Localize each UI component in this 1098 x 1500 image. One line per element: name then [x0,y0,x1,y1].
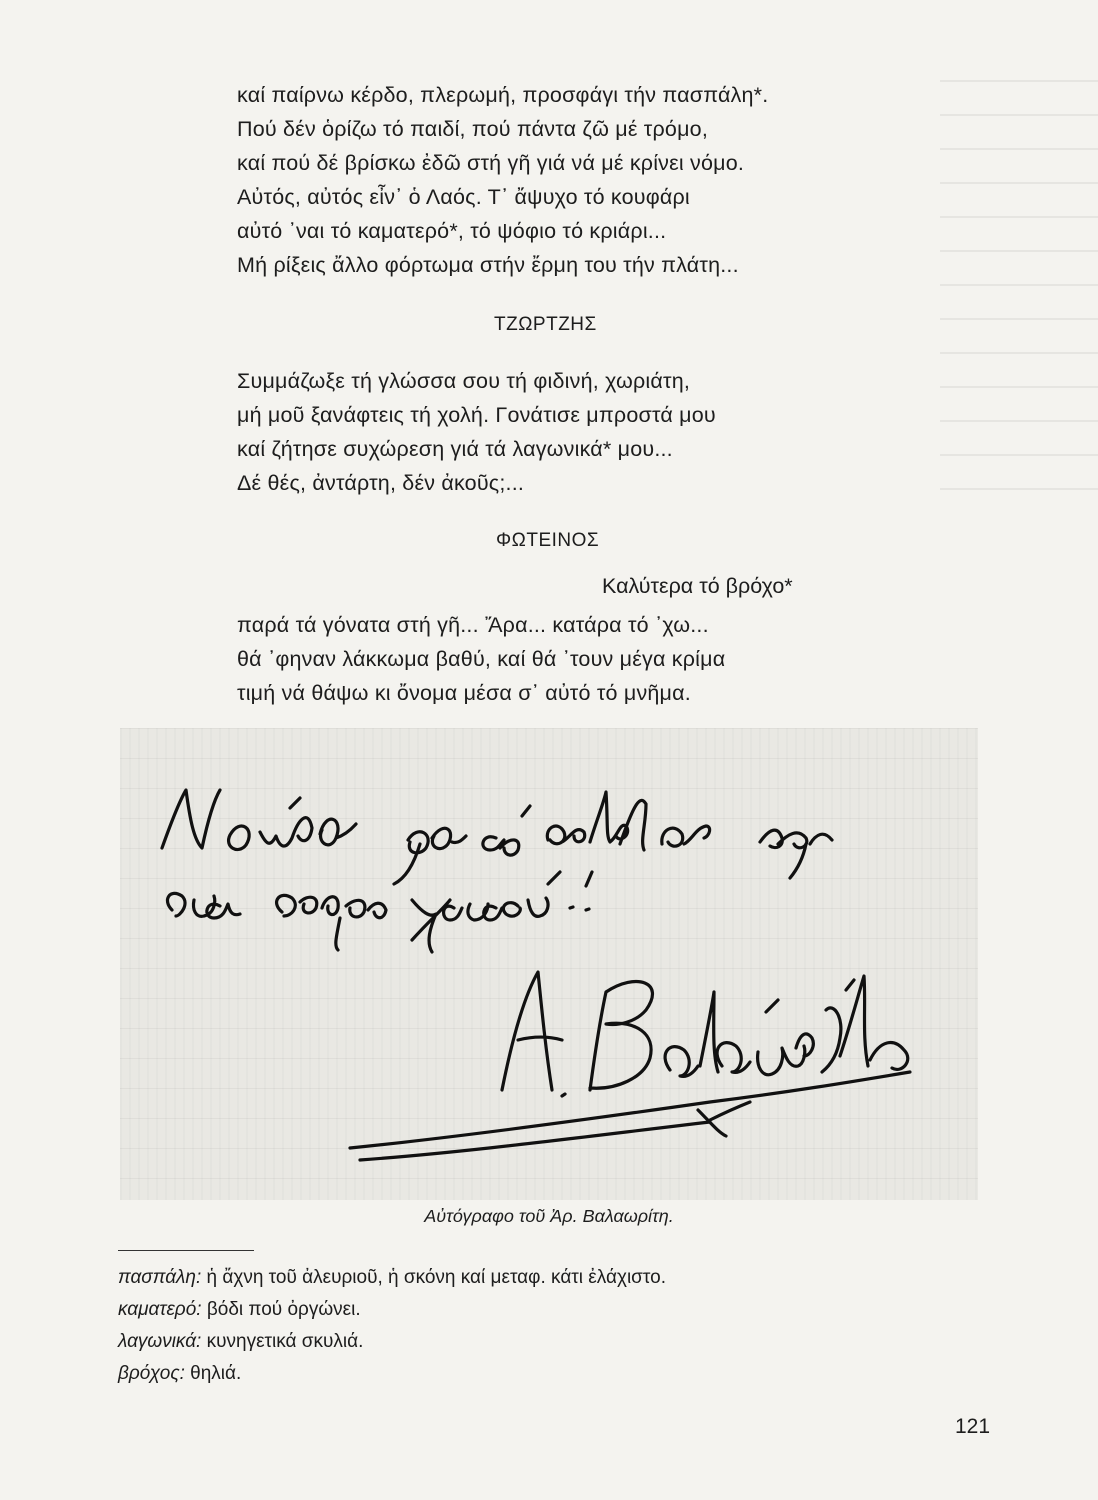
poem-line: καί ζήτησε συχώρεση γιά τά λαγωνικά* μου... [237,437,673,461]
poem-line: Αὐτός, αὐτός εἶν᾽ ὁ Λαός. Τ᾽ ἄψυχο τό κουφάρι [237,185,690,209]
poem-line: Πού δέν ὁρίζω τό παιδί, πού πάντα ζῶ μέ τρόμο, [237,117,709,141]
poem-line: τιμή νά θάψω κι ὄνομα μέσα σ᾽ αὐτό τό μνῆμα. [237,681,691,705]
footnote-term: λαγωνικά: [118,1331,202,1352]
footnote-term: καματερό: [118,1299,202,1320]
poem-line: θά ᾽φηναν λάκκωμα βαθύ, καί θά ᾽τουν μέγα κρίμα [237,647,726,671]
footnote [118,1326,666,1358]
poem-text [237,78,917,282]
poem-line: Συμμάζωξε τή γλώσσα σου τή φιδινή, χωριάτη, [237,369,691,393]
page-number: 121 [955,1415,991,1438]
footnote-term: πασπάλη: [118,1267,202,1288]
footnote [118,1262,666,1294]
footnote-definition: βόδι πού ὀργώνει. [206,1299,361,1320]
poem-line: Δέ θές, ἀντάρτη, δέν ἀκοῦς;... [237,471,525,495]
poem-text [237,364,917,500]
footnote-term: βρόχος: [118,1363,185,1384]
poem-line: καί παίρνω κέρδο, πλερωμή, προσφάγι τήν πασπάλη*. [237,83,769,107]
handwritten-autograph [150,760,970,1200]
footnote [118,1294,666,1326]
footnote-definition: κυνηγετικά σκυλιά. [206,1331,364,1352]
poem-line: αὐτό ᾽ναι τό καματερό*, τό ψόφιο τό κριάρι... [237,219,667,243]
speaker-name: ΤΖΩΡΤΖΗΣ [494,314,597,335]
poem-text [237,608,917,710]
footnote-definition: ἡ ἄχνη τοῦ ἀλευριοῦ, ἡ σκόνη καί μεταφ. κάτι ἐλάχιστο. [206,1267,666,1288]
speaker-name: ΦΩΤΕΙΝΟΣ [496,530,600,551]
poem-line: Καλύτερα τό βρόχο* [602,574,793,598]
footnotes [118,1262,666,1390]
poem-line: καί πού δέ βρίσκω ἐδῶ στή γῆ γιά νά μέ κρίνει νόμο. [237,151,745,175]
image-caption: Αὐτόγραφο τοῦ Ἀρ. Βαλαωρίτη. [424,1206,674,1226]
footnote [118,1358,666,1390]
footnote-divider [118,1250,254,1251]
poem-line: Μή ρίξεις ἄλλο φόρτωμα στήν ἔρμη του τήν πλάτη... [237,253,739,277]
poem-line: παρά τά γόνατα στή γῆ... Ἄρα... κατάρα τό ᾽χω... [237,613,709,637]
footnote-definition: θηλιά. [190,1363,242,1384]
bleed-through-text [940,80,1098,500]
poem-line: μή μοῦ ξανάφτεις τή χολή. Γονάτισε μπροστά μου [237,403,716,427]
